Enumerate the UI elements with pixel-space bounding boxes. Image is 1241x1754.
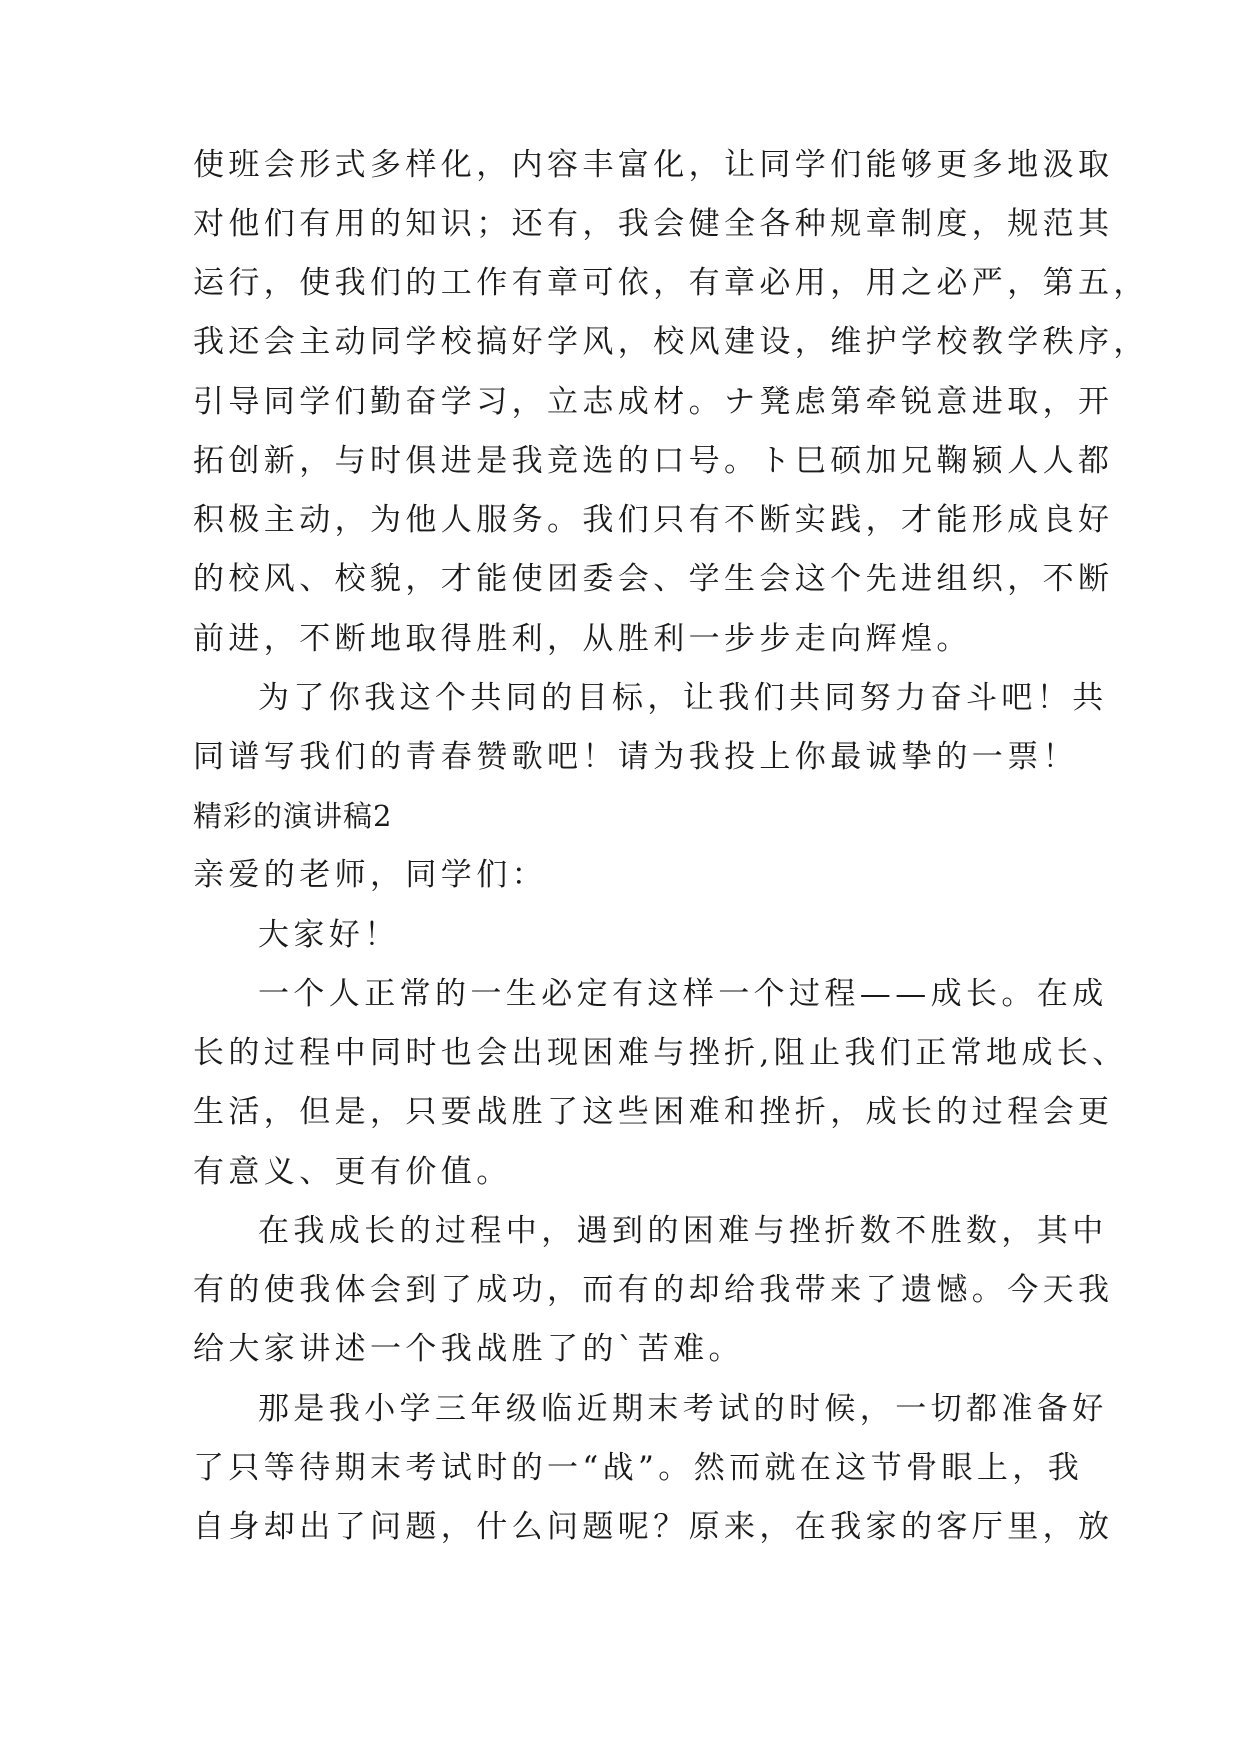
text-line: 使班会形式多样化，内容丰富化，让同学们能够更多地汲取 [193, 147, 1114, 183]
paragraph-first-line: 在我成长的过程中，遇到的困难与挫折数不胜数，其中 [258, 1213, 1108, 1249]
text-line: 我还会主动同学校搞好学风，校风建设，维护学校教学秩序， [193, 324, 1149, 360]
paragraph-first-line: 为了你我这个共同的目标，让我们共同努力奋斗吧！共 [258, 680, 1108, 716]
text-line: 自身却出了问题，什么问题呢？原来，在我家的客厅里，放 [193, 1509, 1114, 1545]
text-line: 同谱写我们的青春赞歌吧！请为我投上你最诚挚的一票！ [193, 739, 1078, 775]
section-title: 精彩的演讲稿2 [193, 799, 393, 833]
paragraph-first-line: 那是我小学三年级临近期末考试的时候，一切都准备好 [258, 1391, 1108, 1427]
greeting: 大家好！ [258, 917, 400, 953]
text-line: 引导同学们勤奋学习，立志成材。ナ凳虑第牵锐意进取，开 [193, 384, 1114, 420]
text-line: 长的过程中同时也会出现困难与挫折,阻止我们正常地成长、 [193, 1035, 1128, 1071]
text-line: 生活，但是，只要战胜了这些困难和挫折，成长的过程会更 [193, 1094, 1114, 1130]
text-line: 积极主动，为他人服务。我们只有不断实践，才能形成良好 [193, 502, 1114, 538]
text-line: 运行，使我们的工作有章可依，有章必用，用之必严，第五， [193, 265, 1149, 301]
text-line: 拓创新，与时俱进是我竞选的口号。ト巳硕加兄鞠颍人人都 [193, 443, 1114, 479]
text-line: 对他们有用的知识；还有，我会健全各种规章制度，规范其 [193, 206, 1114, 242]
text-line: 了只等待期末考试时的一“战”。然而就在这节骨眼上，我 [193, 1450, 1084, 1486]
text-line: 的校风、校貌，才能使团委会、学生会这个先进组织，不断 [193, 561, 1114, 597]
text-line: 前进，不断地取得胜利，从胜利一步步走向辉煌。 [193, 621, 972, 657]
text-line: 有意义、更有价值。 [193, 1154, 512, 1190]
text-line: 给大家讲述一个我战胜了的`苦难。 [193, 1331, 744, 1367]
salutation: 亲爱的老师，同学们： [193, 857, 547, 893]
text-line: 有的使我体会到了成功，而有的却给我带来了遗憾。今天我 [193, 1272, 1114, 1308]
paragraph-first-line: 一个人正常的一生必定有这样一个过程——成长。在成 [258, 976, 1108, 1012]
